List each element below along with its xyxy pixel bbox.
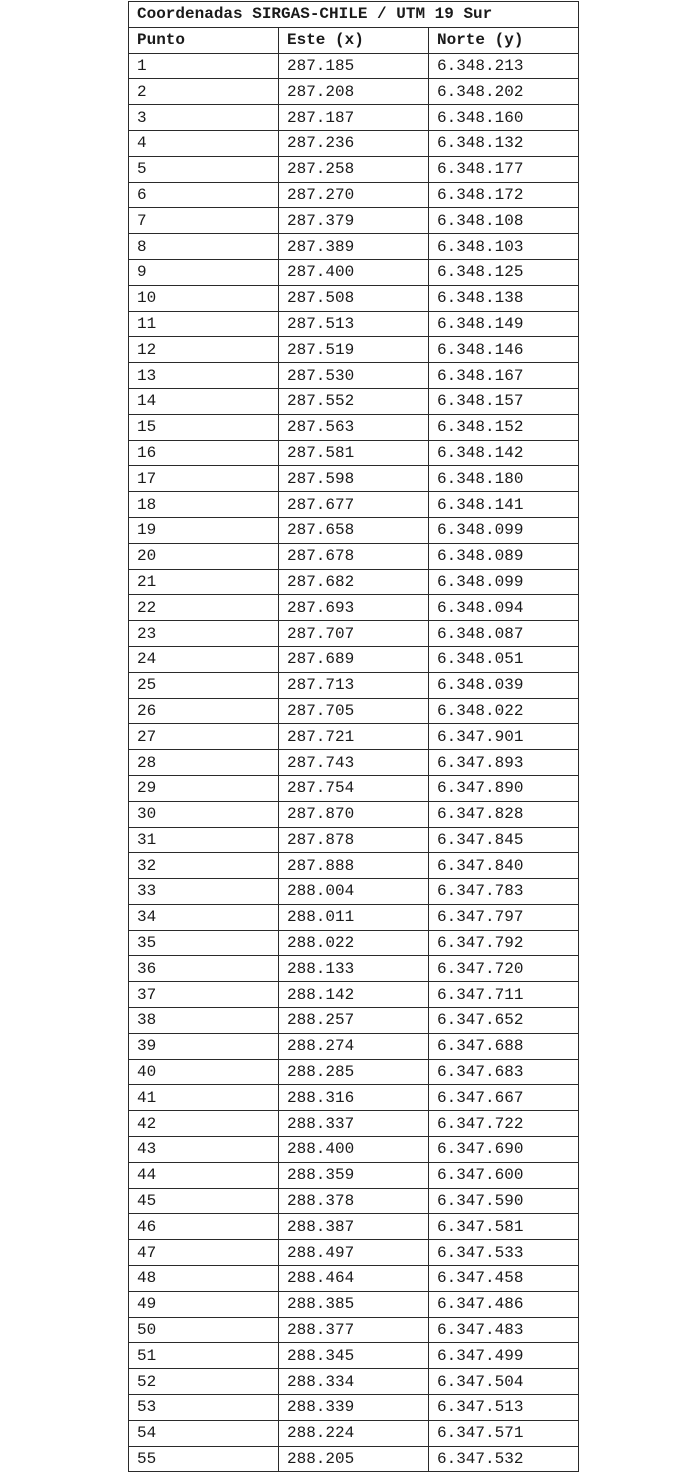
north-cell: 6.348.141	[429, 492, 579, 518]
east-cell: 288.339	[279, 1395, 429, 1421]
table-row	[129, 259, 579, 285]
point-cell: 48	[129, 1266, 279, 1292]
point-cell: 19	[129, 517, 279, 543]
north-cell: 6.348.160	[429, 105, 579, 131]
table-row	[129, 904, 579, 930]
table-row	[129, 775, 579, 801]
point-cell: 21	[129, 569, 279, 595]
east-cell: 287.236	[279, 130, 429, 156]
north-cell: 6.348.177	[429, 156, 579, 182]
column-header-norte: Norte (y)	[429, 27, 579, 53]
east-cell: 287.185	[279, 53, 429, 79]
table-row	[129, 440, 579, 466]
table-row	[129, 105, 579, 131]
east-cell: 287.721	[279, 724, 429, 750]
table-row	[129, 285, 579, 311]
east-cell: 287.530	[279, 363, 429, 389]
coordinates-table	[128, 1, 579, 1472]
north-cell: 6.348.172	[429, 182, 579, 208]
point-cell: 18	[129, 492, 279, 518]
table-row	[129, 466, 579, 492]
east-cell: 288.004	[279, 879, 429, 905]
table-row	[129, 337, 579, 363]
east-cell: 287.389	[279, 234, 429, 260]
east-cell: 287.713	[279, 672, 429, 698]
point-cell: 2	[129, 79, 279, 105]
table-row	[129, 956, 579, 982]
east-cell: 287.888	[279, 853, 429, 879]
north-cell: 6.347.483	[429, 1317, 579, 1343]
east-cell: 287.270	[279, 182, 429, 208]
north-cell: 6.348.180	[429, 466, 579, 492]
point-cell: 38	[129, 1008, 279, 1034]
north-cell: 6.347.499	[429, 1343, 579, 1369]
east-cell: 288.257	[279, 1008, 429, 1034]
point-cell: 35	[129, 930, 279, 956]
east-cell: 287.581	[279, 440, 429, 466]
point-cell: 16	[129, 440, 279, 466]
east-cell: 287.379	[279, 208, 429, 234]
table-row	[129, 517, 579, 543]
table-row	[129, 53, 579, 79]
east-cell: 288.359	[279, 1162, 429, 1188]
table-row	[129, 543, 579, 569]
point-cell: 46	[129, 1214, 279, 1240]
point-cell: 44	[129, 1162, 279, 1188]
point-cell: 4	[129, 130, 279, 156]
east-cell: 288.133	[279, 956, 429, 982]
table-row	[129, 1266, 579, 1292]
table-row	[129, 621, 579, 647]
north-cell: 6.347.901	[429, 724, 579, 750]
point-cell: 27	[129, 724, 279, 750]
table-row	[129, 1317, 579, 1343]
table-row	[129, 492, 579, 518]
point-cell: 9	[129, 259, 279, 285]
north-cell: 6.348.094	[429, 595, 579, 621]
north-cell: 6.348.108	[429, 208, 579, 234]
point-cell: 7	[129, 208, 279, 234]
north-cell: 6.347.893	[429, 750, 579, 776]
east-cell: 288.377	[279, 1317, 429, 1343]
east-cell: 288.337	[279, 1111, 429, 1137]
point-cell: 34	[129, 904, 279, 930]
east-cell: 287.705	[279, 698, 429, 724]
table-row	[129, 1085, 579, 1111]
point-cell: 45	[129, 1188, 279, 1214]
north-cell: 6.348.157	[429, 388, 579, 414]
table-row	[129, 156, 579, 182]
north-cell: 6.347.513	[429, 1395, 579, 1421]
east-cell: 288.378	[279, 1188, 429, 1214]
east-cell: 287.678	[279, 543, 429, 569]
table-row	[129, 879, 579, 905]
point-cell: 15	[129, 414, 279, 440]
east-cell: 287.598	[279, 466, 429, 492]
north-cell: 6.347.504	[429, 1369, 579, 1395]
north-cell: 6.347.652	[429, 1008, 579, 1034]
east-cell: 287.689	[279, 646, 429, 672]
north-cell: 6.347.571	[429, 1420, 579, 1446]
table-row	[129, 1420, 579, 1446]
point-cell: 29	[129, 775, 279, 801]
point-cell: 41	[129, 1085, 279, 1111]
point-cell: 36	[129, 956, 279, 982]
point-cell: 14	[129, 388, 279, 414]
north-cell: 6.348.125	[429, 259, 579, 285]
north-cell: 6.347.667	[429, 1085, 579, 1111]
north-cell: 6.348.213	[429, 53, 579, 79]
north-cell: 6.347.845	[429, 827, 579, 853]
table-title-row	[129, 2, 579, 28]
table-row	[129, 646, 579, 672]
east-cell: 287.870	[279, 801, 429, 827]
point-cell: 49	[129, 1291, 279, 1317]
north-cell: 6.347.783	[429, 879, 579, 905]
east-cell: 287.187	[279, 105, 429, 131]
point-cell: 17	[129, 466, 279, 492]
point-cell: 31	[129, 827, 279, 853]
point-cell: 6	[129, 182, 279, 208]
table-row	[129, 698, 579, 724]
point-cell: 20	[129, 543, 279, 569]
north-cell: 6.348.099	[429, 569, 579, 595]
point-cell: 3	[129, 105, 279, 131]
table-row	[129, 750, 579, 776]
table-row	[129, 1137, 579, 1163]
east-cell: 288.285	[279, 1059, 429, 1085]
point-cell: 33	[129, 879, 279, 905]
east-cell: 288.497	[279, 1240, 429, 1266]
table-row	[129, 1059, 579, 1085]
north-cell: 6.347.797	[429, 904, 579, 930]
table-row	[129, 827, 579, 853]
point-cell: 39	[129, 1033, 279, 1059]
table-row	[129, 388, 579, 414]
point-cell: 43	[129, 1137, 279, 1163]
point-cell: 5	[129, 156, 279, 182]
north-cell: 6.347.720	[429, 956, 579, 982]
point-cell: 52	[129, 1369, 279, 1395]
point-cell: 53	[129, 1395, 279, 1421]
table-row	[129, 1240, 579, 1266]
north-cell: 6.348.167	[429, 363, 579, 389]
table-row	[129, 1369, 579, 1395]
north-cell: 6.348.138	[429, 285, 579, 311]
table-body	[129, 53, 579, 1472]
east-cell: 288.274	[279, 1033, 429, 1059]
point-cell: 42	[129, 1111, 279, 1137]
column-header-este: Este (x)	[279, 27, 429, 53]
east-cell: 287.693	[279, 595, 429, 621]
east-cell: 287.400	[279, 259, 429, 285]
table-row	[129, 1008, 579, 1034]
north-cell: 6.348.087	[429, 621, 579, 647]
north-cell: 6.348.146	[429, 337, 579, 363]
point-cell: 11	[129, 311, 279, 337]
table-row	[129, 724, 579, 750]
point-cell: 25	[129, 672, 279, 698]
table-row	[129, 311, 579, 337]
point-cell: 54	[129, 1420, 279, 1446]
table-row	[129, 1033, 579, 1059]
north-cell: 6.347.532	[429, 1446, 579, 1472]
table-title: Coordenadas SIRGAS-CHILE / UTM 19 Sur	[129, 2, 579, 28]
table-row	[129, 1395, 579, 1421]
east-cell: 288.385	[279, 1291, 429, 1317]
east-cell: 288.011	[279, 904, 429, 930]
point-cell: 8	[129, 234, 279, 260]
east-cell: 287.754	[279, 775, 429, 801]
north-cell: 6.347.590	[429, 1188, 579, 1214]
table-row	[129, 130, 579, 156]
point-cell: 26	[129, 698, 279, 724]
north-cell: 6.348.099	[429, 517, 579, 543]
east-cell: 287.677	[279, 492, 429, 518]
point-cell: 30	[129, 801, 279, 827]
north-cell: 6.348.202	[429, 79, 579, 105]
north-cell: 6.347.722	[429, 1111, 579, 1137]
table-header-row	[129, 27, 579, 53]
table-row	[129, 79, 579, 105]
east-cell: 288.345	[279, 1343, 429, 1369]
north-cell: 6.347.711	[429, 982, 579, 1008]
point-cell: 1	[129, 53, 279, 79]
table-row	[129, 930, 579, 956]
table-row	[129, 234, 579, 260]
table-row	[129, 982, 579, 1008]
north-cell: 6.348.132	[429, 130, 579, 156]
east-cell: 287.658	[279, 517, 429, 543]
north-cell: 6.347.600	[429, 1162, 579, 1188]
north-cell: 6.348.051	[429, 646, 579, 672]
column-header-punto: Punto	[129, 27, 279, 53]
east-cell: 288.205	[279, 1446, 429, 1472]
point-cell: 24	[129, 646, 279, 672]
table-row	[129, 1162, 579, 1188]
table-row	[129, 208, 579, 234]
table-row	[129, 1214, 579, 1240]
north-cell: 6.348.089	[429, 543, 579, 569]
table-row	[129, 569, 579, 595]
east-cell: 287.707	[279, 621, 429, 647]
east-cell: 288.400	[279, 1137, 429, 1163]
east-cell: 287.682	[279, 569, 429, 595]
table-row	[129, 801, 579, 827]
table-row	[129, 1111, 579, 1137]
east-cell: 288.224	[279, 1420, 429, 1446]
north-cell: 6.347.458	[429, 1266, 579, 1292]
east-cell: 287.878	[279, 827, 429, 853]
north-cell: 6.348.152	[429, 414, 579, 440]
north-cell: 6.348.142	[429, 440, 579, 466]
point-cell: 47	[129, 1240, 279, 1266]
east-cell: 287.508	[279, 285, 429, 311]
east-cell: 288.334	[279, 1369, 429, 1395]
north-cell: 6.347.688	[429, 1033, 579, 1059]
point-cell: 55	[129, 1446, 279, 1472]
table-row	[129, 1343, 579, 1369]
east-cell: 288.316	[279, 1085, 429, 1111]
point-cell: 32	[129, 853, 279, 879]
east-cell: 287.552	[279, 388, 429, 414]
north-cell: 6.347.486	[429, 1291, 579, 1317]
east-cell: 287.513	[279, 311, 429, 337]
point-cell: 51	[129, 1343, 279, 1369]
north-cell: 6.348.103	[429, 234, 579, 260]
north-cell: 6.347.792	[429, 930, 579, 956]
north-cell: 6.347.581	[429, 1214, 579, 1240]
table-row	[129, 853, 579, 879]
north-cell: 6.347.890	[429, 775, 579, 801]
point-cell: 12	[129, 337, 279, 363]
point-cell: 28	[129, 750, 279, 776]
point-cell: 13	[129, 363, 279, 389]
east-cell: 288.387	[279, 1214, 429, 1240]
east-cell: 288.022	[279, 930, 429, 956]
table-row	[129, 182, 579, 208]
east-cell: 287.208	[279, 79, 429, 105]
north-cell: 6.347.828	[429, 801, 579, 827]
east-cell: 288.464	[279, 1266, 429, 1292]
east-cell: 288.142	[279, 982, 429, 1008]
point-cell: 23	[129, 621, 279, 647]
point-cell: 22	[129, 595, 279, 621]
point-cell: 40	[129, 1059, 279, 1085]
north-cell: 6.347.690	[429, 1137, 579, 1163]
north-cell: 6.348.039	[429, 672, 579, 698]
table-row	[129, 1188, 579, 1214]
table-row	[129, 414, 579, 440]
point-cell: 50	[129, 1317, 279, 1343]
table-row	[129, 363, 579, 389]
east-cell: 287.563	[279, 414, 429, 440]
table-row	[129, 595, 579, 621]
north-cell: 6.348.022	[429, 698, 579, 724]
north-cell: 6.348.149	[429, 311, 579, 337]
point-cell: 10	[129, 285, 279, 311]
table-row	[129, 672, 579, 698]
east-cell: 287.743	[279, 750, 429, 776]
table-row	[129, 1291, 579, 1317]
point-cell: 37	[129, 982, 279, 1008]
north-cell: 6.347.533	[429, 1240, 579, 1266]
east-cell: 287.519	[279, 337, 429, 363]
table-row	[129, 1446, 579, 1472]
north-cell: 6.347.840	[429, 853, 579, 879]
east-cell: 287.258	[279, 156, 429, 182]
north-cell: 6.347.683	[429, 1059, 579, 1085]
